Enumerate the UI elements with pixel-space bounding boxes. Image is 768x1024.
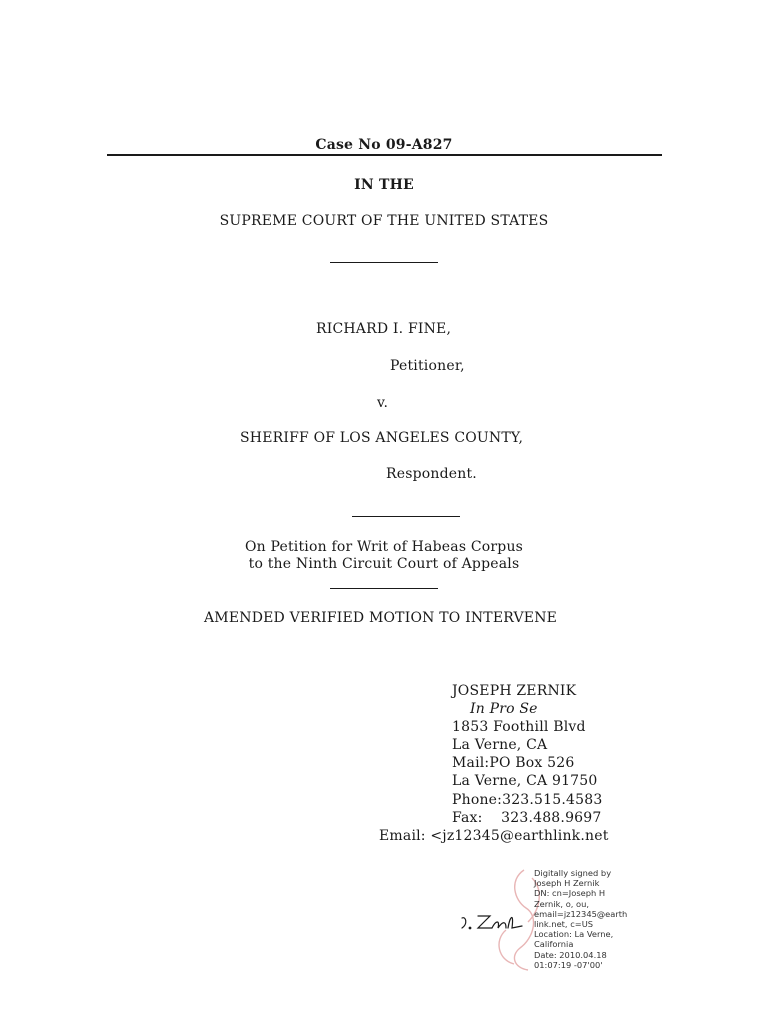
divider-1 xyxy=(330,262,438,263)
digital-signature-details: Digitally signed by Joseph H Zernik DN: cn=Joseph H Zernik, o, ou, email=jz12345@earth link.net, c=US Location: La Verne, California Date: 2010.04.18 01:07:19 -07'00' xyxy=(534,868,628,970)
contact-city: La Verne, CA xyxy=(452,737,548,753)
motion-title: AMENDED VERIFIED MOTION TO INTERVENE xyxy=(204,610,558,626)
in-the-heading: IN THE xyxy=(354,177,414,193)
case-number: Case No 09-A827 xyxy=(315,137,453,153)
contact-phone: Phone:323.515.4583 xyxy=(452,792,603,808)
contact-mail-city: La Verne, CA 91750 xyxy=(452,773,598,789)
respondent-role: Respondent. xyxy=(386,466,477,482)
contact-status: In Pro Se xyxy=(470,701,538,717)
petitioner-role: Petitioner, xyxy=(390,358,465,374)
header-rule xyxy=(107,154,662,156)
divider-3 xyxy=(330,588,438,589)
contact-email: Email: <jz12345@earthlink.net xyxy=(379,828,609,844)
contact-street: 1853 Foothill Blvd xyxy=(452,719,586,735)
court-name: SUPREME COURT OF THE UNITED STATES xyxy=(219,213,549,229)
versus: v. xyxy=(377,395,389,411)
petition-line-2: to the Ninth Circuit Court of Appeals xyxy=(248,556,520,572)
petition-line-1: On Petition for Writ of Habeas Corpus xyxy=(244,539,524,555)
divider-2 xyxy=(352,516,460,517)
petitioner-name: RICHARD I. FINE, xyxy=(316,321,452,337)
respondent-name: SHERIFF OF LOS ANGELES COUNTY, xyxy=(240,430,524,446)
handwritten-signature-icon xyxy=(456,906,534,934)
contact-fax: Fax: 323.488.9697 xyxy=(452,810,602,826)
contact-mail: Mail:PO Box 526 xyxy=(452,755,575,771)
contact-name: JOSEPH ZERNIK xyxy=(452,683,577,699)
